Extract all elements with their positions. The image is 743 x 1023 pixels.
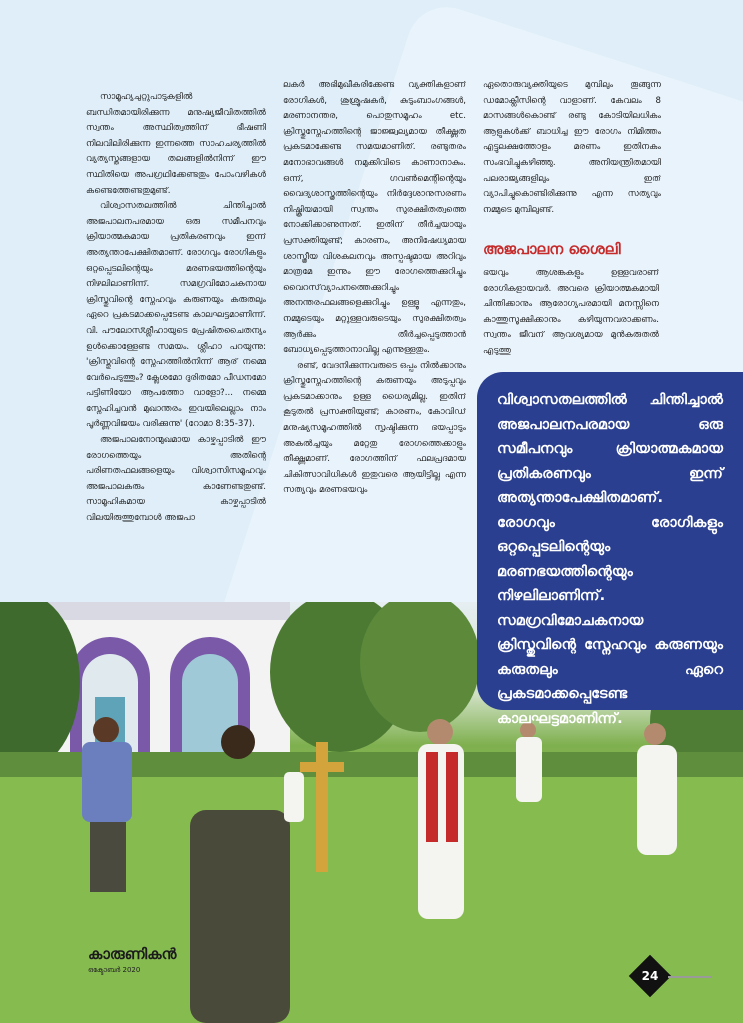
issue-date: ഒക്ടോബര്‍ 2020: [88, 966, 141, 974]
page-number-badge: [629, 955, 671, 997]
article-column-3-continued: [483, 266, 659, 362]
article-paragraph: വിശ്വാസതലത്തില്‍ ചിന്തിച്ചാല്‍ അജപാലനപരമായ ഒരു സമീപനവും ക്രിയാത്മകമായ പ്രതികരണവും ഇന്ന് അത്യന്താപേക്ഷിതമാണ്. രോഗവും രോഗികളും ഒറ്റപ്പെടലിന്റെയും മരണഭയത്തിന്റെയും നിഴലിലാണിന്ന്. സമഗ്രവിമോചകനായ ക്രിസ്തുവിന്റെ സ്നേഹവും കരുണയും കരുതലും ഏറെ പ്രകടമാക്കപ്പെടേണ്ട കാലഘട്ടമാണിന്ന്. വി. പൗലോസ്ശ്ലീഹായുടെ പ്രേഷിതചൈതന്യം ഉള്‍ക്കൊള്ളേണ്ട സമയം. ശ്ലീഹാ പറയുന്നു: 'ക്രിസ്തുവിന്റെ സ്നേഹത്തില്‍നിന്ന് ആര് നമ്മെ വേര്‍പെടുത്തും? ക്ലേശമോ ദുരിതമോ പീഡനമോ പട്ടിണിയോ ആപത്തോ വാളോ?... നമ്മെ സ്നേഹിച്ചവന്‍ മുഖാന്തരം ഇവയിലെല്ലാം നാം പൂര്‍ണ്ണവിജയം വരിക്കുന്നു' (റോമാ 8:35-37).: [86, 201, 266, 430]
article-paragraph: അജപാലനോന്മുഖമായ കാഴ്ചപ്പാടില്‍ ഈ രോഗത്തെയും അതിന്റെ പരിണതഫലങ്ങളെയും വിശ്വാസിസമൂഹവും അജപാലകരും കാണേണ്ടതുണ്ട്. സാമൂഹികമായ കാഴ്ചപ്പാടില്‍ വിലയിരുത്തുമ്പോള്‍ അജപാ: [86, 435, 266, 524]
article-paragraph: സാമൂഹ്യചുറ്റുപാടുകളില്‍ ബന്ധിതമായിരിക്കുന്ന മനുഷ്യജീവിതത്തില്‍ സ്വന്തം അസ്ഥിത്വത്തിന് ഭീഷണി നിലവിലിരിക്കുന്ന ഇന്നത്തെ സാഹചര്യത്തില്‍ വ്യത്യസ്തങ്ങളായ തലങ്ങളില്‍നിന്ന് ഈ സ്ഥിതിയെ അപഗ്രഥിക്കേണ്ടതും പോംവഴികള്‍ കണ്ടെത്തേണ്ടതുമുണ്ട്.: [86, 92, 266, 196]
article-paragraph: ലകര്‍ അഭിമുഖീകരിക്കേണ്ട വ്യക്തികളാണ് രോഗികള്‍, ശുശ്രൂഷകര്‍, കുടുംബാംഗങ്ങള്‍, മരണാനന്തര, പൊതുസമൂഹം etc. ക്രിസ്തുസ്നേഹത്തിന്റെ ജാജ്ജ്വല്യമായ തീക്ഷ്ണത പ്രകടമാക്കേണ്ട സമയമാണിത്. രണ്ടുതരം മനോഭാവങ്ങള്‍ നമുക്കിവിടെ കാണാനാകും. ഒന്ന്, ഗവണ്‍മെന്റിന്റെയും വൈദ്യശാസ്ത്രത്തിന്റെയും നിര്‍ദ്ദേശാനുസരണം നിഷ്ക്രിയമായി സ്വന്തം സുരക്ഷിതത്വത്തെ നോക്കിക്കാണുന്നത്. ഇതിന് തീര്‍ച്ചയായും പ്രസക്തിയുണ്ട്; കാരണം, അനിഷേധ്യമായ ശാസ്ത്രീയ വിശകലനവും അസ്പഷ്ടമായ അറിവും മാത്രമേ ഇന്നും ഈ രോഗത്തെക്കുറിച്ചും വൈറസ്‌വ്യാപനത്തെക്കുറിച്ചും അനന്തരഫലങ്ങളെക്കുറിച്ചും ഉള്ളൂ എന്നതും, നമ്മുടെയും മറ്റുള്ളവരുടെയും സുരക്ഷിതത്വം ആര്‍ക്കും തീര്‍ച്ചപ്പെടുത്താന്‍ ബോധ്യപ്പെടുത്താനാവില്ല എന്നുള്ളതും.: [283, 80, 466, 356]
article-column-1: [86, 90, 266, 582]
article-paragraph: രണ്ട്, വേദനിക്കുന്നവരുടെ ഒപ്പം നില്‍ക്കാനും ക്രിസ്തുസ്നേഹത്തിന്റെ കരുണയും അടുപ്പവും പ്രകടമാക്കാനും ഉള്ള ധൈര്യമില്ല. ഇതിന് കൂടുതല്‍ പ്രസക്തിയുണ്ട്; കാരണം, കോവിഡ് മനുഷ്യസമൂഹത്തില്‍ സൃഷ്ടിക്കുന്ന ഭയപ്പാടും അകല്‍ച്ചയും മറ്റേതു രോഗത്തെക്കാളും തീക്ഷ്ണമാണ്. രോഗത്തിന് ഫലപ്രദമായ ചികിത്സാവിധികള്‍ ഇതുവരെ ആയിട്ടില്ല എന്ന സത്യവും മരണഭയവും: [283, 360, 466, 496]
section-heading: അജപാലന ശൈലി: [483, 240, 621, 258]
pull-quote: വിശ്വാസതലത്തില്‍ ചിന്തിച്ചാല്‍ അജപാലനപരമായ ഒരു സമീപനവും ക്രിയാത്മകമായ പ്രതികരണവും ഇന്ന് അത്യന്താപേക്ഷിതമാണ്. രോഗവും രോഗികളും ഒറ്റപ്പെടലിന്റെയും മരണഭയത്തിന്റെയും നിഴലിലാണിന്ന്. സമഗ്രവിമോചകനായ ക്രിസ്തുവിന്റെ സ്നേഹവും കരുണയും കരുതലും ഏറെ പ്രകടമാക്കപ്പെടേണ്ട കാലഘട്ടമാണിന്ന്.: [477, 372, 743, 710]
page-number: 24: [641, 969, 659, 983]
article-column-2: [283, 78, 466, 582]
article-paragraph: ഏതൊരുവ്യക്തിയുടെ മുമ്പിലും തൂങ്ങുന്ന ഡമോക്ലീസിന്റെ വാളാണ്. കേവലം 8 മാസങ്ങള്‍കൊണ്ട് രണ്ടു കോടിയിലധികം ആളുകള്‍ക്ക് ബാധിച്ച ഈ രോഗം നിമിത്തം എട്ടുലക്ഷത്തോളം മരണം ഇതിനകം സംഭവിച്ചുകഴിഞ്ഞു. അനിയന്ത്രിതമായി പലരാജ്യങ്ങളിലും ഇത് വ്യാപിച്ചുകൊണ്ടിരിക്കുന്നു എന്ന സത്യവും നമ്മുടെ മുമ്പിലുണ്ട്.: [483, 80, 661, 215]
magazine-title: കാരുണികന്‍: [88, 945, 177, 963]
article-paragraph: ഭയവും ആശങ്കകളും ഉള്ളവരാണ് രോഗികളായവര്‍. അവരെ ക്രിയാത്മകമായി ചിന്തിക്കാനും ആരോഗ്യപരമായി മനസ്സിനെ കാത്തുസൂക്ഷിക്കാനും കഴിയുന്നവരാക്കണം. സ്വന്തം ജീവന് ആവശ്യമായ മുന്‍കരുതല്‍ എടുത്തു: [483, 268, 659, 356]
article-column-3: [483, 78, 661, 240]
page-number-rule: [668, 976, 712, 978]
